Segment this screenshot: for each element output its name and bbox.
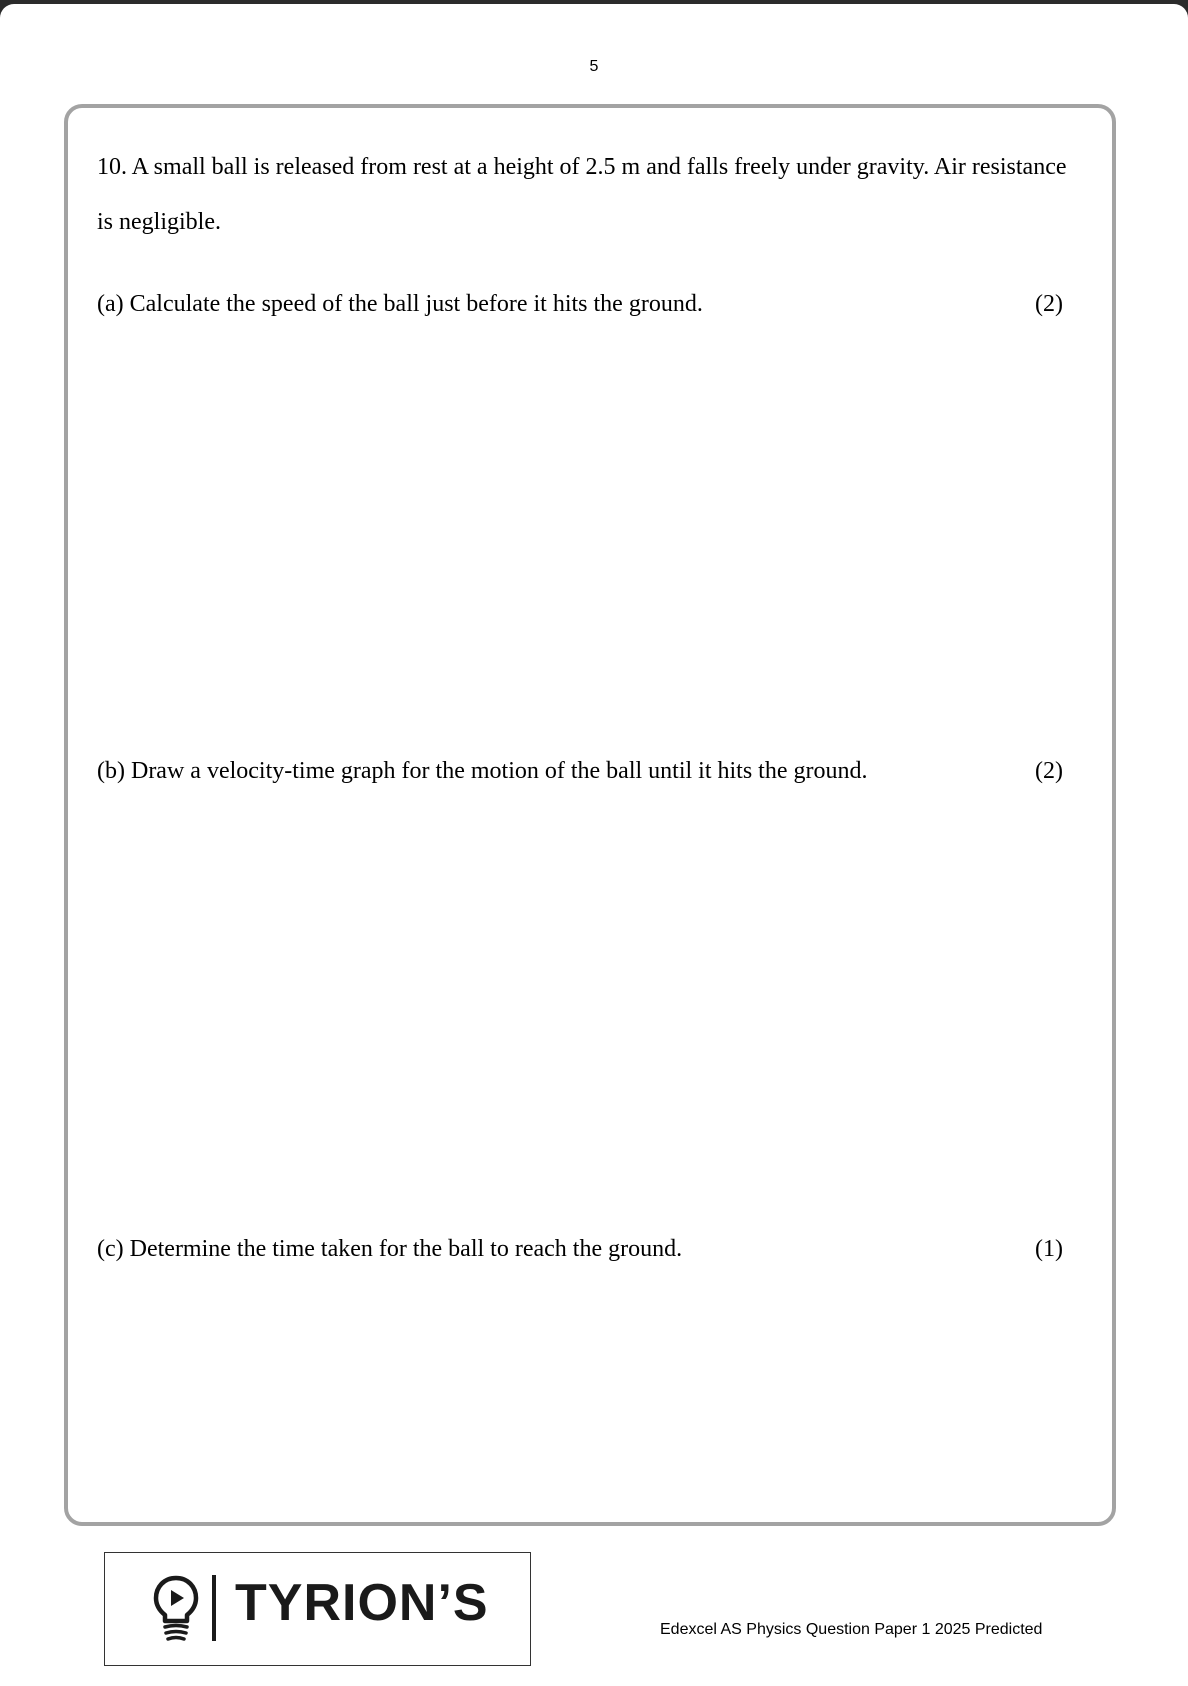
part-a-text: (a) Calculate the speed of the ball just before it hits the ground.	[97, 291, 703, 317]
page-number: 5	[589, 58, 599, 75]
part-c-text: (c) Determine the time taken for the ball to reach the ground.	[97, 1236, 683, 1262]
part-c-marks: (1)	[1035, 1236, 1063, 1262]
lightbulb-play-icon	[153, 1575, 199, 1645]
question-stem-line-2: is negligible.	[97, 209, 221, 235]
part-b-text: (b) Draw a velocity-time graph for the motion of the ball until it hits the ground.	[97, 758, 868, 784]
question-stem-line-1: 10. A small ball is released from rest at a height of 2.5 m and falls freely under gravity. Air resistance	[97, 154, 1067, 180]
logo-text: TYRION’S	[235, 1574, 489, 1632]
logo-divider	[212, 1575, 216, 1641]
part-b-marks: (2)	[1035, 758, 1063, 784]
part-a-marks: (2)	[1035, 291, 1063, 317]
logo-box	[104, 1552, 531, 1666]
question-box	[64, 104, 1116, 1526]
paper-title: Edexcel AS Physics Question Paper 1 2025 Predicted	[660, 1621, 1043, 1638]
document-page	[0, 4, 1188, 1686]
